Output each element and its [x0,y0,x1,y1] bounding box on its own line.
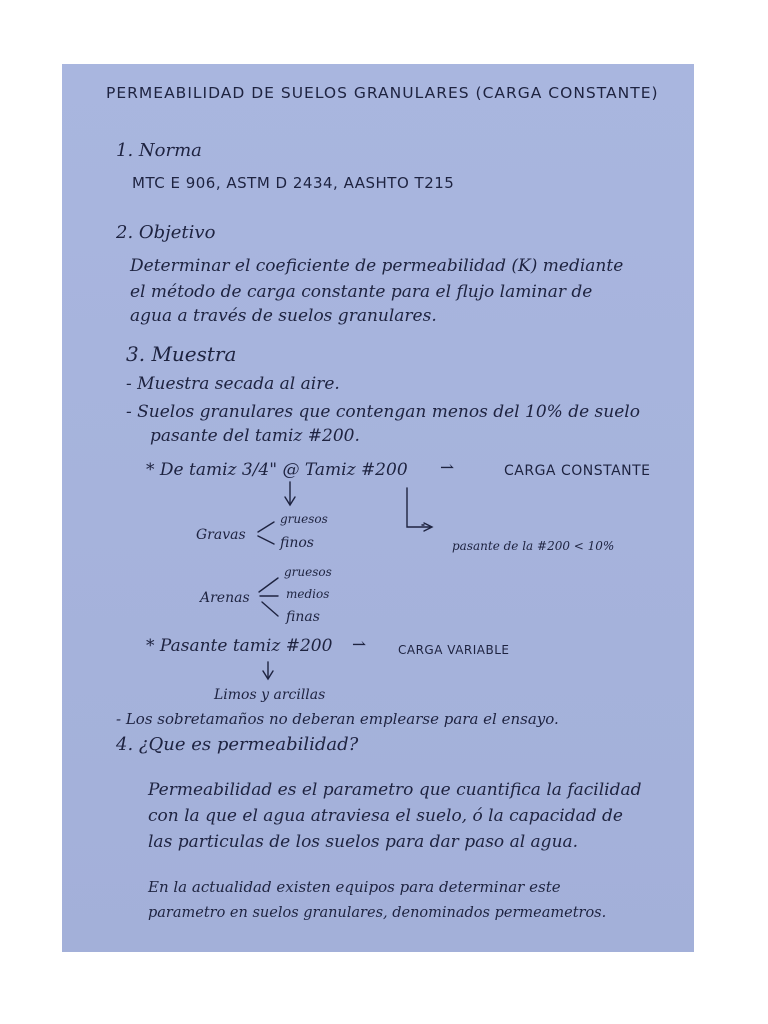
arrow-right-2: ⇀ [352,635,367,655]
gravas-label: Gravas [196,527,246,543]
carga-constante-label: CARGA CONSTANTE [504,463,651,479]
pasante-line: * Pasante tamiz #200 [146,636,333,656]
arenas-finas: finas [286,609,320,625]
section-2-heading: 2. Objetivo [116,222,216,243]
arrow-elbow [407,488,430,527]
arenas-label: Arenas [200,590,250,606]
arenas-medios: medios [286,587,330,601]
diagram-strokes [62,64,694,952]
arenas-bracket-bottom [262,602,278,616]
arrow-right-1: ⇀ [440,458,455,478]
equipment-line-1: En la actualidad existen equipos para determinar este [148,878,561,896]
definition-line-3: las particulas de los suelos para dar paso al agua. [148,832,579,852]
section-4-heading: 4. ¿Que es permeabilidad? [116,734,359,755]
notebook-page [62,64,694,952]
range-line: * De tamiz 3/4" @ Tamiz #200 [146,460,408,480]
oversize-note: - Los sobretamaños no deberan emplearse para el ensayo. [116,710,559,728]
gravas-finos: finos [280,535,314,551]
arenas-gruesos: gruesos [284,565,332,579]
sample-bullet-2: - Suelos granulares que contengan menos del 10% de suelo [126,402,640,422]
sample-bullet-2-cont: pasante del tamiz #200. [150,426,360,446]
definition-line-1: Permeabilidad es el parametro que cuantifica la facilidad [148,780,642,800]
sample-bullet-1: - Muestra secada al aire. [126,374,340,394]
arenas-bracket-top [259,578,278,592]
equipment-line-2: parametro en suelos granulares, denominados permeametros. [148,905,607,921]
objective-line-2: el método de carga constante para el flujo laminar de [130,282,593,302]
gravas-bracket-top [258,522,274,532]
section-3-heading: 3. Muestra [126,342,237,366]
objective-line-1: Determinar el coeficiente de permeabilidad (K) mediante [130,256,624,276]
gravas-gruesos: gruesos [280,512,328,526]
limos-label: Limos y arcillas [214,687,326,703]
section-1-body: MTC E 906, ASTM D 2434, AASHTO T215 [132,174,455,192]
carga-variable-label: CARGA VARIABLE [398,643,510,657]
objective-line-3: agua a través de suelos granulares. [130,306,437,326]
definition-line-2: con la que el agua atraviesa el suelo, ó la capacidad de [148,806,623,826]
page-title: PERMEABILIDAD DE SUELOS GRANULARES (CARGA CONSTANTE) [106,84,659,102]
condition-label: pasante de la #200 < 10% [452,539,615,553]
section-1-heading: 1. Norma [116,140,202,161]
gravas-bracket-bottom [258,536,274,544]
